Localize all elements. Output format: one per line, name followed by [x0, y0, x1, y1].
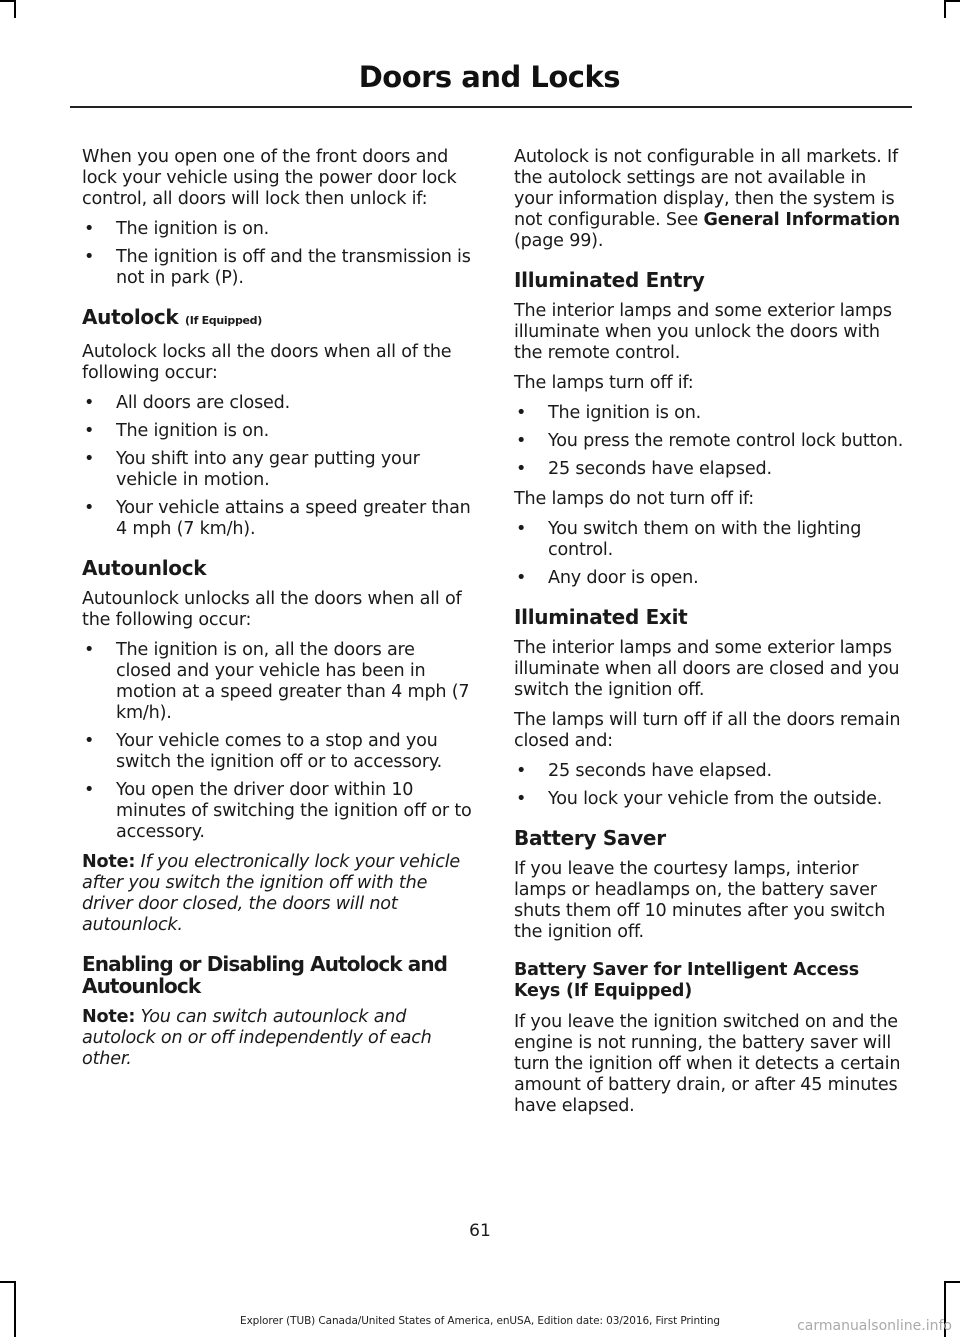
page-reference-link[interactable]: General Information — [703, 210, 900, 230]
entry-not-off-list — [514, 519, 908, 589]
list-item: • The ignition is off and the transmission is not in park (P). — [84, 247, 471, 288]
autounlock-bullet-list — [82, 640, 474, 843]
entry-intro: The interior lamps and some exterior lamps illuminate when you unlock the doors with the remote control. — [514, 301, 892, 363]
crop-mark — [14, 0, 16, 18]
autolock-heading: Autolock (If Equipped) — [82, 305, 262, 329]
autolock-bullet-list — [82, 393, 474, 540]
list-item: • Your vehicle comes to a stop and you switch the ignition off or to accessory. — [84, 731, 442, 772]
list-item: • All doors are closed. — [84, 393, 291, 413]
autolock-intro: Autolock locks all the doors when all of the following occur: — [82, 342, 452, 383]
crop-mark — [944, 0, 960, 2]
illuminated-entry-heading: Illuminated Entry — [514, 268, 705, 292]
autounlock-intro: Autounlock unlocks all the doors when all of the following occur: — [82, 589, 462, 630]
list-item: • You shift into any gear putting your vehicle in motion. — [84, 449, 420, 490]
battery-saver-text: If you leave the courtesy lamps, interior lamps or headlamps on, the battery saver shuts them off 10 minutes after you switch the ignition off. — [514, 859, 886, 942]
list-item: • The ignition is on. — [84, 219, 270, 239]
illuminated-exit-heading: Illuminated Exit — [514, 605, 688, 629]
intro-paragraph: When you open one of the front doors and lock your vehicle using the power door lock control, all doors will lock then unlock if: — [82, 147, 457, 209]
battery-saver-keys-heading: Battery Saver for Intelligent Access Keys (If Equipped) — [514, 960, 859, 1001]
enable-disable-heading: Enabling or Disabling Autolock and Autounlock — [82, 952, 448, 998]
header-divider — [70, 106, 912, 108]
exit-intro: The interior lamps and some exterior lamps illuminate when all doors are closed and you switch the ignition off. — [514, 638, 900, 700]
list-item: • The ignition is on. — [516, 403, 702, 423]
battery-saver-heading: Battery Saver — [514, 826, 666, 850]
list-item: • 25 seconds have elapsed. — [516, 459, 772, 479]
exit-off-intro: The lamps will turn off if all the doors remain closed and: — [514, 710, 901, 751]
list-item: • Your vehicle attains a speed greater than 4 mph (7 km/h). — [84, 498, 471, 539]
list-item: • You lock your vehicle from the outside. — [516, 789, 883, 809]
list-item: • 25 seconds have elapsed. — [516, 761, 772, 781]
list-item: • The ignition is on. — [84, 421, 270, 441]
crop-mark — [944, 0, 946, 18]
right-column — [514, 147, 908, 1126]
config-paragraph: Autolock is not configurable in all markets. If the autolock settings are not available in your information display, then the system is not configurable. See General Information (page 99). — [514, 147, 900, 251]
left-column — [82, 147, 474, 1079]
battery-saver-keys-text: If you leave the ignition switched on and the engine is not running, the battery saver will turn the ignition off when it detects a certain amount of battery drain, or after 45 minutes have elapsed. — [514, 1012, 901, 1116]
page-number: 61 — [469, 1221, 491, 1241]
crop-mark — [14, 1281, 16, 1337]
list-item: • You open the driver door within 10 minutes of switching the ignition off or to accessory. — [84, 780, 472, 842]
entry-not-off-intro: The lamps do not turn off if: — [514, 489, 755, 509]
list-item: • You press the remote control lock button. — [516, 431, 904, 451]
exit-off-list — [514, 761, 908, 810]
autounlock-heading: Autounlock — [82, 556, 207, 580]
intro-bullet-list — [82, 219, 474, 289]
list-item: • Any door is open. — [516, 568, 699, 588]
watermark: carmanualsonline.info — [797, 1318, 952, 1334]
entry-off-list — [514, 403, 908, 480]
note-autounlock: Note: If you electronically lock your vehicle after you switch the ignition off with the driver door closed, the doors will not autounlock. — [82, 852, 461, 935]
note-independent: Note: You can switch autounlock and autolock on or off independently of each other. — [82, 1007, 432, 1069]
entry-off-intro: The lamps turn off if: — [514, 373, 694, 393]
page-title: Doors and Locks — [358, 60, 620, 94]
list-item: • You switch them on with the lighting control. — [516, 519, 862, 560]
footer-edition-info: Explorer (TUB) Canada/United States of America, enUSA, Edition date: 03/2016, First Printing — [240, 1315, 720, 1327]
crop-mark — [944, 1281, 960, 1283]
list-item: • The ignition is on, all the doors are closed and your vehicle has been in motion at a speed greater than 4 mph (7 km/h). — [84, 640, 470, 723]
